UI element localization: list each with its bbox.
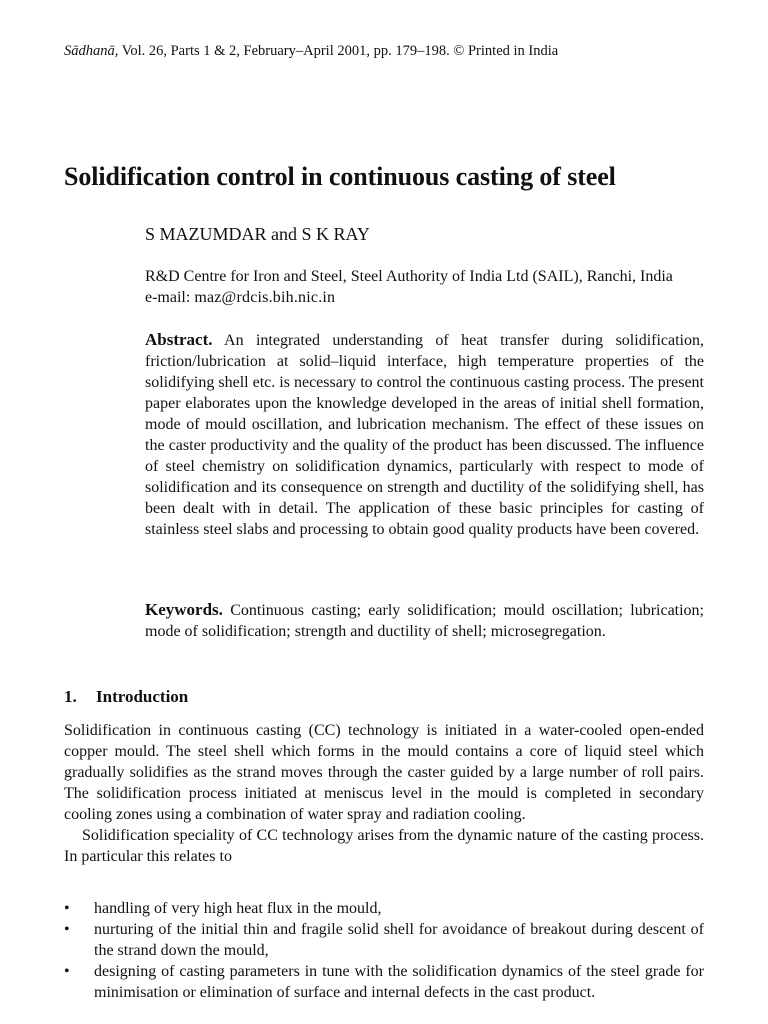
list-item-text: designing of casting parameters in tune with the solidification dynamics of the steel grade for minimisation or elimination of surface and internal defects in the cast product. xyxy=(94,963,704,1001)
list-item-text: handling of very high heat flux in the mould, xyxy=(94,900,382,917)
paper-title: Solidification control in continuous casting of steel xyxy=(64,162,616,191)
bullet-marker: • xyxy=(64,963,70,980)
list-item-text: nurturing of the initial thin and fragile solid shell for avoidance of breakout during descent of the strand down the mould, xyxy=(94,921,704,959)
intro-paragraph-1: Solidification in continuous casting (CC) technology is initiated in a water-cooled open-ended copper mould. The steel shell which forms in the mould contains a core of liquid steel which gradually solidifies as the strand moves through the caster guided by a large number of roll pairs. The solidification process initiated at meniscus level in the mould is completed in secondary cooling zones using a combination of water spray and radiation cooling. xyxy=(64,722,704,823)
abstract xyxy=(145,329,704,540)
bullet-marker: • xyxy=(64,900,70,917)
affiliation-block xyxy=(145,266,673,308)
bullet-marker: • xyxy=(64,921,70,938)
section-title: Introduction xyxy=(96,687,189,706)
citation-details: , Vol. 26, Parts 1 & 2, February–April 2001, pp. 179–198. © Printed in India xyxy=(114,43,559,59)
intro-paragraph-2: Solidification speciality of CC technology arises from the dynamic nature of the casting process. In particular this relates to xyxy=(64,827,704,865)
journal-name: Sādhanā xyxy=(64,43,115,59)
section-number: 1. xyxy=(64,687,77,706)
keywords-text: Continuous casting; early solidification; mould oscillation; lubrication; mode of solidification; strength and ductility of shell; microsegregation. xyxy=(145,602,704,640)
introduction-body xyxy=(64,720,704,867)
list-item xyxy=(64,961,704,1003)
section-heading xyxy=(64,685,188,709)
keywords-label: Keywords. xyxy=(145,600,223,619)
bullet-list xyxy=(64,898,704,1003)
abstract-label: Abstract. xyxy=(145,330,213,349)
email-label: e-mail: xyxy=(145,289,195,306)
email-line xyxy=(145,287,673,308)
institution: R&D Centre for Iron and Steel, Steel Authority of India Ltd (SAIL), Ranchi, India xyxy=(145,268,673,285)
keywords xyxy=(145,599,704,642)
email-address: maz@rdcis.bih.nic.in xyxy=(194,289,336,306)
abstract-text: An integrated understanding of heat transfer during solidification, friction/lubrication at solid–liquid interface, high temperature properties of the solidifying shell etc. is necessary to control the continuous casting process. The present paper elaborates upon the knowledge developed in the areas of initial shell formation, mode of mould oscillation, and lubrication mechanism. The effect of these issues on the caster productivity and the quality of the product has been discussed. The influence of steel chemistry on solidification dynamics, particularly with respect to mode of solidification and its consequence on strength and ductility of the solidifying shell, has been dealt with in detail. The application of these basic principles for casting of stainless steel slabs and processing to obtain good quality products have been covered. xyxy=(145,332,704,538)
list-item xyxy=(64,898,704,919)
list-item xyxy=(64,919,704,961)
authors: S MAZUMDAR and S K RAY xyxy=(145,224,370,244)
journal-citation xyxy=(64,41,558,61)
